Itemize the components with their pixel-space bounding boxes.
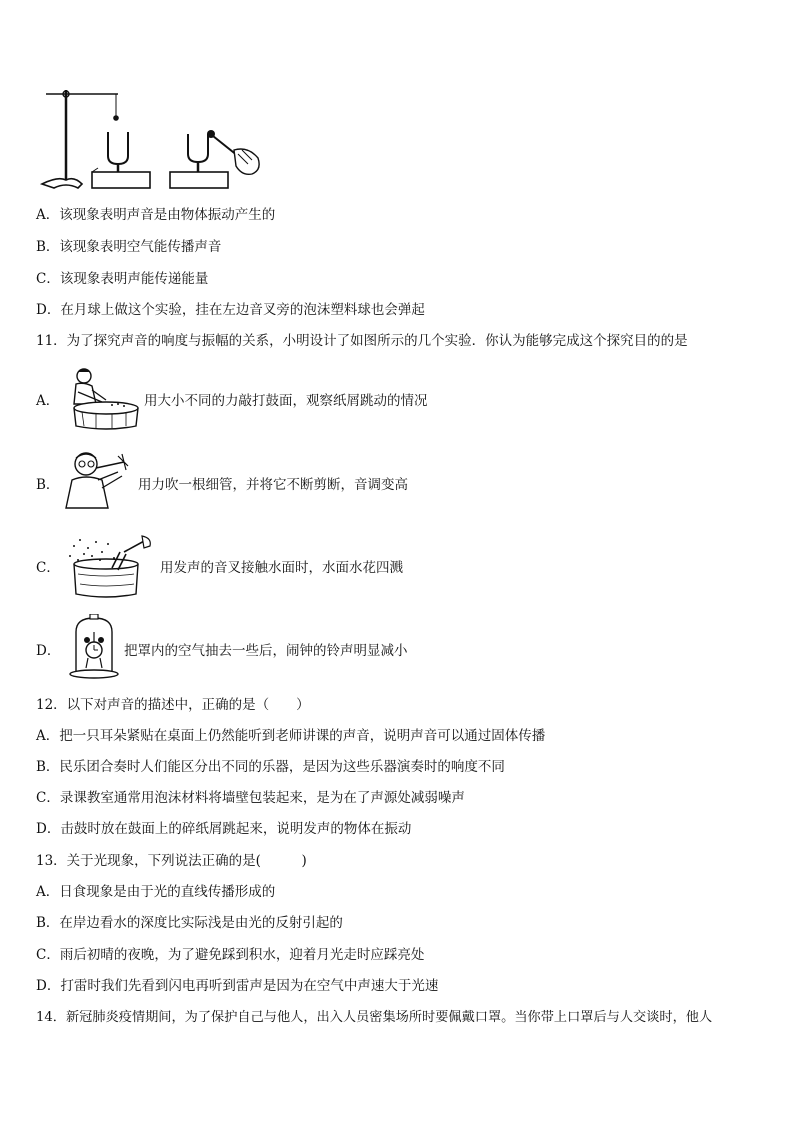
q10-option-d <box>36 301 425 319</box>
option-label: D． <box>36 821 61 837</box>
q11-option-c-label: C． <box>36 560 60 576</box>
option-text: 录课教室通常用泡沫材料将墙壁包装起来，是为在了声源处减弱噪声 <box>59 790 465 806</box>
q10-option-a <box>36 206 275 224</box>
q14-stem: 14．新冠肺炎疫情期间，为了保护自己与他人，出入人员密集场所时要佩戴口罩。当你带上口罩后与人交谈时，他人 <box>36 1010 713 1025</box>
q11-option-b-text: 用力吹一根细管，并将它不断剪断，音调变高 <box>138 477 408 493</box>
q11-option-c-text: 用发声的音叉接触水面时，水面水花四溅 <box>160 560 403 576</box>
option-label: D． <box>36 302 61 318</box>
q12-stem: 12．以下对声音的描述中，正确的是（ ） <box>36 697 310 713</box>
drum-figure <box>62 366 142 430</box>
option-text: 民乐团合奏时人们能区分出不同的乐器，是因为这些乐器演奏时的响度不同 <box>59 759 505 775</box>
q11-option-b-label: B． <box>36 477 60 493</box>
q11-option-d-text: 把罩内的空气抽去一些后，闹钟的铃声明显减小 <box>124 643 408 659</box>
option-text: 日食现象是由于光的直线传播形成的 <box>59 884 276 900</box>
q13-option-d <box>36 977 438 995</box>
q11-option-a-label: A． <box>36 393 60 409</box>
q13-stem: 13．关于光现象，下列说法正确的是( ) <box>36 853 307 869</box>
option-text: 打雷时我们先看到闪电再听到雷声是因为在空气中声速大于光速 <box>60 978 439 994</box>
option-text: 把一只耳朵紧贴在桌面上仍然能听到老师讲课的声音，说明声音可以通过固体传播 <box>59 728 546 744</box>
straw-figure <box>62 450 142 512</box>
option-label: A． <box>36 207 60 223</box>
water-splash-figure <box>66 534 156 600</box>
q12-option-b <box>36 758 505 776</box>
option-label: B． <box>36 915 60 931</box>
q11-option-d-label: D． <box>36 643 61 659</box>
option-label: A． <box>36 728 60 744</box>
option-label: A． <box>36 884 60 900</box>
option-label: C． <box>36 947 60 963</box>
q11-stem: 11．为了探究声音的响度与振幅的关系，小明设计了如图所示的几个实验．你认为能够完成这个探究目的的是 <box>36 333 688 349</box>
q10-option-b <box>36 238 221 256</box>
option-label: D． <box>36 978 61 994</box>
option-label: C． <box>36 790 60 806</box>
option-text: 在岸边看水的深度比实际浅是由光的反射引起的 <box>59 915 343 931</box>
option-text: 在月球上做这个实验，挂在左边音叉旁的泡沫塑料球也会弹起 <box>60 302 425 318</box>
q11-option-a-text: 用大小不同的力敲打鼓面，观察纸屑跳动的情况 <box>144 393 428 409</box>
tuning-fork-experiment-figure <box>38 84 278 194</box>
q12-option-d <box>36 820 411 838</box>
q12-option-c <box>36 789 465 807</box>
option-text: 该现象表明空气能传播声音 <box>59 239 222 255</box>
option-text: 该现象表明声能传递能量 <box>59 271 209 287</box>
option-label: C． <box>36 271 60 287</box>
bell-jar-figure <box>66 614 122 680</box>
option-label: B． <box>36 239 60 255</box>
option-text: 该现象表明声音是由物体振动产生的 <box>59 207 276 223</box>
q13-option-a <box>36 883 275 901</box>
option-text: 雨后初晴的夜晚，为了避免踩到积水，迎着月光走时应踩亮处 <box>59 947 425 963</box>
option-label: B． <box>36 759 60 775</box>
option-text: 击鼓时放在鼓面上的碎纸屑跳起来，说明发声的物体在振动 <box>60 821 412 837</box>
q13-option-b <box>36 914 343 932</box>
q13-option-c <box>36 946 424 964</box>
q12-option-a <box>36 727 545 745</box>
q10-option-c <box>36 270 208 288</box>
